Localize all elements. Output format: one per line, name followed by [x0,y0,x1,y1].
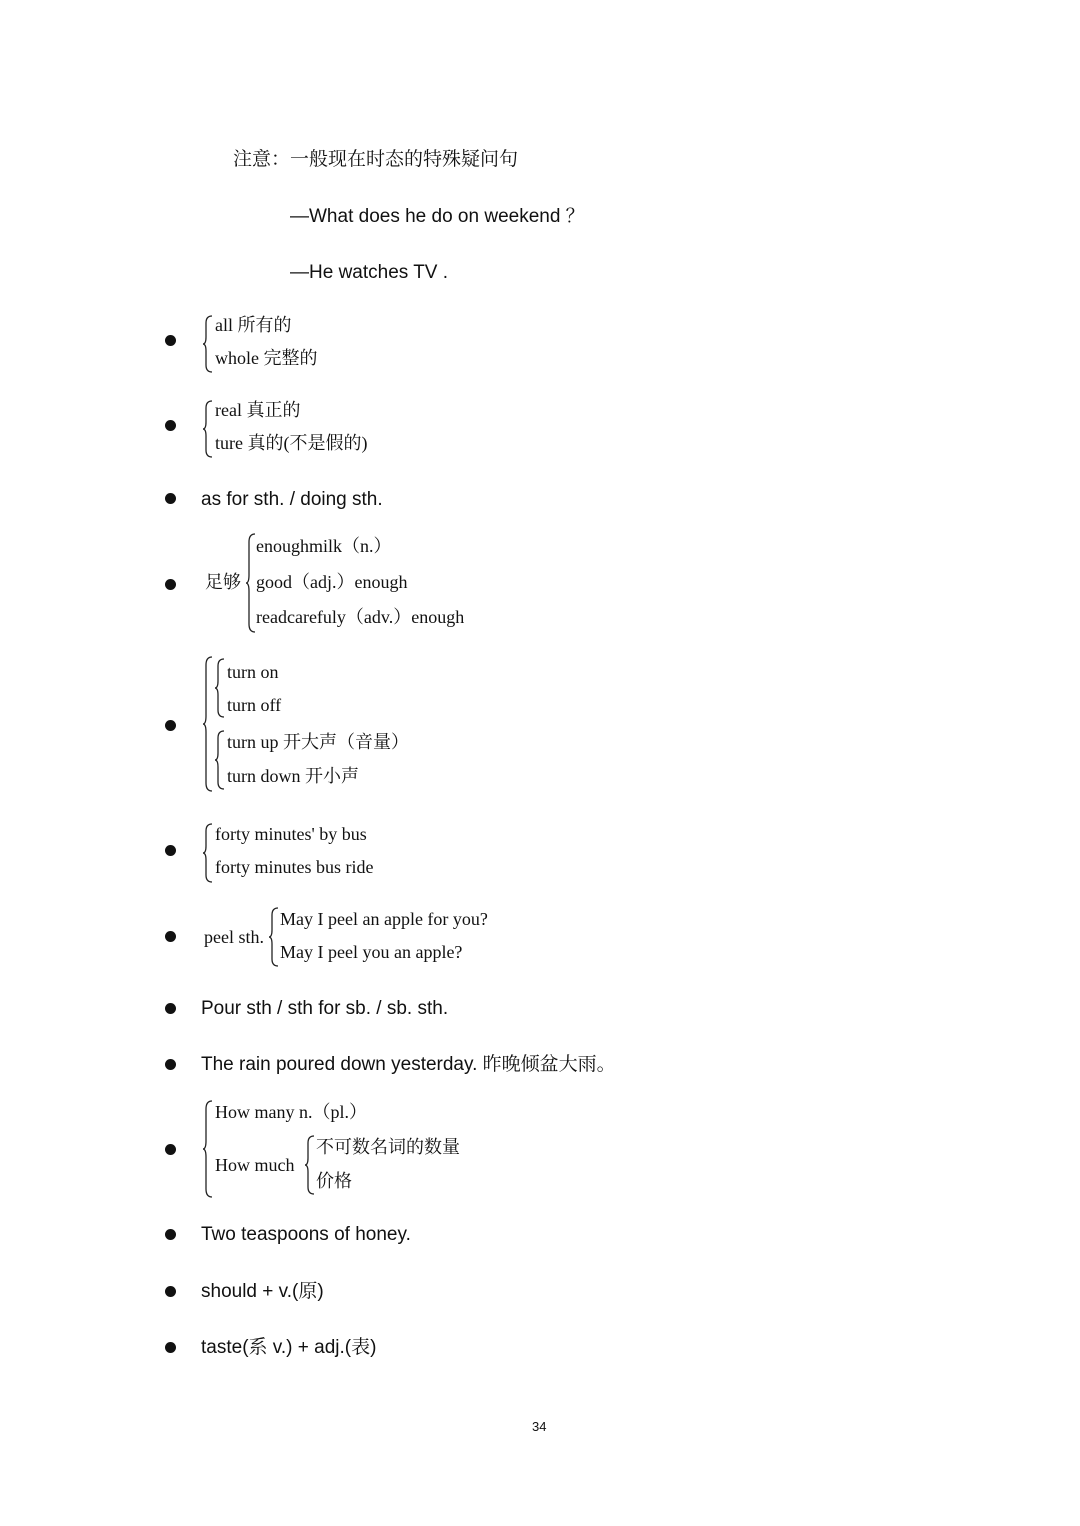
how-many-line: How many n.（pl.） [215,1102,367,1122]
as-for-line: as for sth. / doing sth. [201,489,383,510]
real-line: real 真正的 [215,400,301,420]
peel-line: May I peel an apple for you? [280,909,488,929]
brace-icon [268,907,280,967]
enough-line: good（adj.）enough [256,572,408,592]
enough-label: 足够 [205,572,241,592]
forty-line: forty minutes bus ride [215,857,374,877]
brace-icon [214,658,226,718]
should-line: should + v.(原) [201,1281,324,1302]
brace-icon [202,315,214,373]
pour-line: Pour sth / sth for sb. / sb. sth. [201,998,449,1019]
how-much-line: 不可数名词的数量 [316,1137,460,1157]
peel-label: peel sth. [204,927,264,947]
taste-line: taste(系 v.) + adj.(表) [201,1337,377,1358]
note-question: —What does he do on weekend ？ [290,206,585,227]
bullet-icon [165,1144,176,1155]
bullet-icon [165,335,176,346]
true-line: ture 真的(不是假的) [215,433,368,453]
brace-icon [202,656,214,792]
brace-icon [202,400,214,458]
brace-icon [202,823,214,883]
page-number: 34 [532,1419,547,1434]
bullet-icon [165,420,176,431]
bullet-icon [165,1003,176,1014]
note-title: 注意：一般现在时态的特殊疑问句 [233,149,519,170]
forty-line: forty minutes' by bus [215,824,367,844]
how-much-label: How much [215,1155,295,1175]
bullet-icon [165,720,176,731]
bullet-icon [165,1229,176,1240]
bullet-icon [165,1059,176,1070]
bullet-icon [165,931,176,942]
rain-line: The rain poured down yesterday. 昨晚倾盆大雨。 [201,1054,616,1075]
turn-down-line: turn down 开小声 [227,766,359,786]
whole-line: whole 完整的 [215,348,318,368]
bullet-icon [165,845,176,856]
turn-up-line: turn up 开大声（音量） [227,732,409,752]
note-answer: —He watches TV . [290,262,449,283]
turn-on-line: turn on [227,662,279,682]
enough-line: readcarefuly（adv.）enough [256,607,465,627]
peel-line: May I peel you an apple? [280,942,463,962]
enough-line: enoughmilk（n.） [256,536,392,556]
honey-line: Two teaspoons of honey. [201,1224,411,1245]
bullet-icon [165,579,176,590]
bullet-icon [165,1342,176,1353]
turn-off-line: turn off [227,695,282,715]
brace-icon [202,1100,214,1198]
bullet-icon [165,1286,176,1297]
brace-icon [304,1135,316,1195]
brace-icon [214,730,226,790]
how-much-line: 价格 [316,1171,352,1191]
bullet-icon [165,493,176,504]
all-line: all 所有的 [215,315,292,335]
